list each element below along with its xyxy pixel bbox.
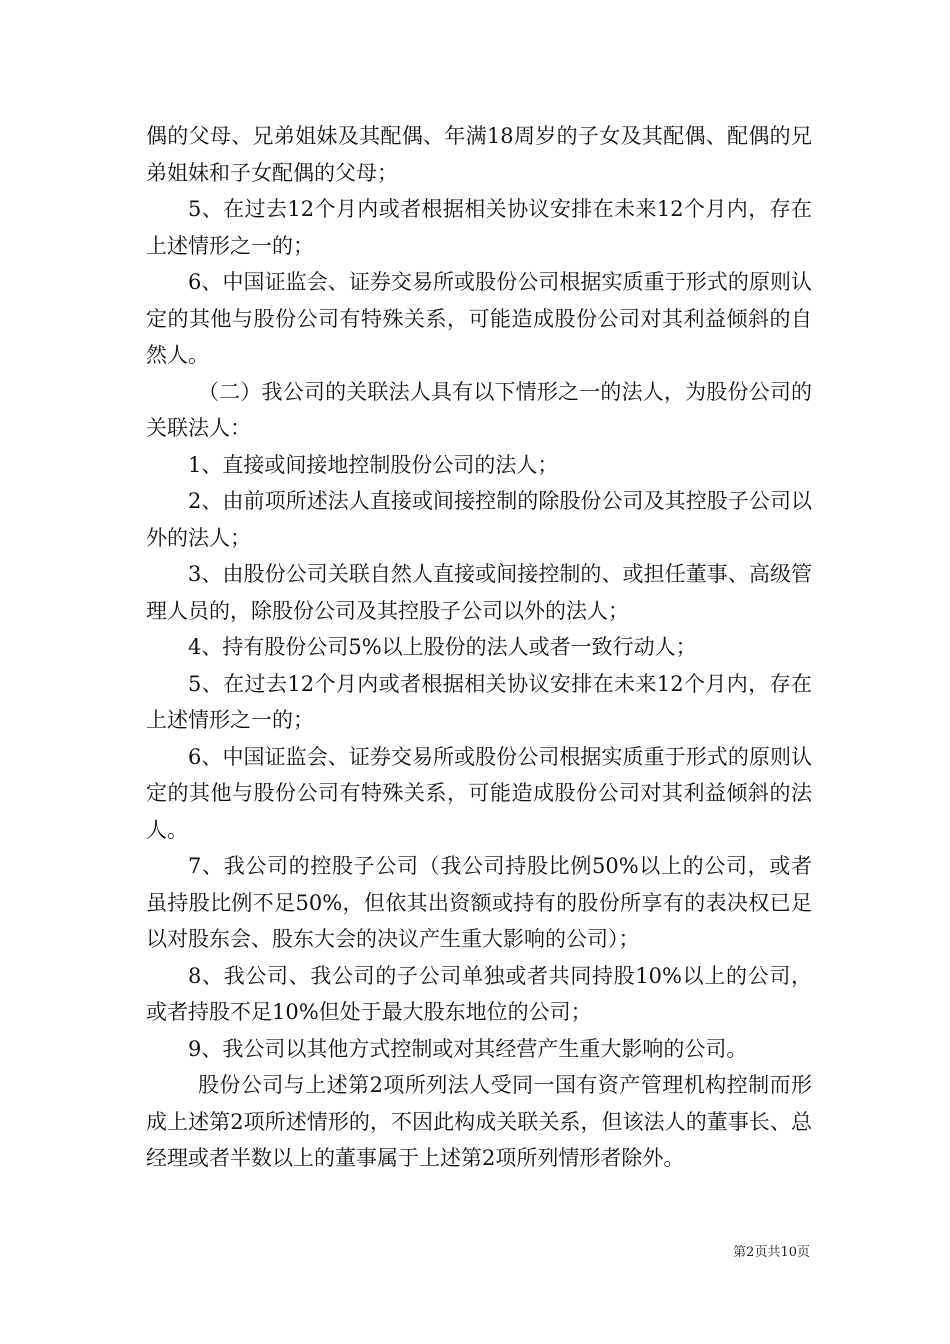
paragraph-continuation: 偶的父母、兄弟姐妹及其配偶、年满18周岁的子女及其配偶、配偶的兄弟姐妹和子女配偶的父母； [146,124,812,185]
paragraph-item-8-legal: 8、我公司、我公司的子公司单独或者共同持股10%以上的公司，或者持股不足10%但处于最大股东地位的公司； [146,963,812,1024]
paragraph-section-2-heading: （二）我公司的关联法人具有以下情形之一的法人，为股份公司的关联法人： [146,379,812,440]
paragraph-item-6-natural: 6、中国证监会、证券交易所或股份公司根据实质重于形式的原则认定的其他与股份公司有特殊关系，可能造成股份公司对其利益倾斜的自然人。 [146,270,812,367]
paragraph-item-4-legal: 4、持有股份公司5%以上股份的法人或者一致行动人； [188,635,697,659]
paragraph-exception-note: 股份公司与上述第2项所列法人受同一国有资产管理机构控制而形成上述第2项所述情形的，不因此构成关联关系，但该法人的董事长、总经理或者半数以上的董事属于上述第2项所列情形者除外。 [146,1073,812,1170]
paragraph-item-3-legal: 3、由股份公司关联自然人直接或间接控制的、或担任董事、高级管理人员的，除股份公司及其控股子公司以外的法人； [146,562,812,623]
document-body [146,118,812,1177]
paragraph-item-9-legal: 9、我公司以其他方式控制或对其经营产生重大影响的公司。 [188,1036,748,1061]
paragraph-item-6-legal: 6、中国证监会、证券交易所或股份公司根据实质重于形式的原则认定的其他与股份公司有特殊关系，可能造成股份公司对其利益倾斜的法人。 [146,744,812,842]
paragraph-item-1-legal: 1、直接或间接地控制股份公司的法人； [188,452,559,477]
paragraph-item-5-legal: 5、在过去12个月内或者根据相关协议安排在未来12个月内，存在上述情形之一的； [146,671,812,732]
page-number-footer: 第2页共10页 [733,1245,810,1260]
paragraph-item-2-legal: 2、由前项所述法人直接或间接控制的除股份公司及其控股子公司以外的法人； [146,489,812,550]
paragraph-item-7-legal: 7、我公司的控股子公司（我公司持股比例50%以上的公司，或者虽持股比例不足50%，但依其出资额或持有的股份所享有的表决权已足以对股东会、股东大会的决议产生重大影响的公司）； [146,854,812,951]
paragraph-item-5-natural: 5、在过去12个月内或者根据相关协议安排在未来12个月内，存在上述情形之一的； [146,197,812,258]
